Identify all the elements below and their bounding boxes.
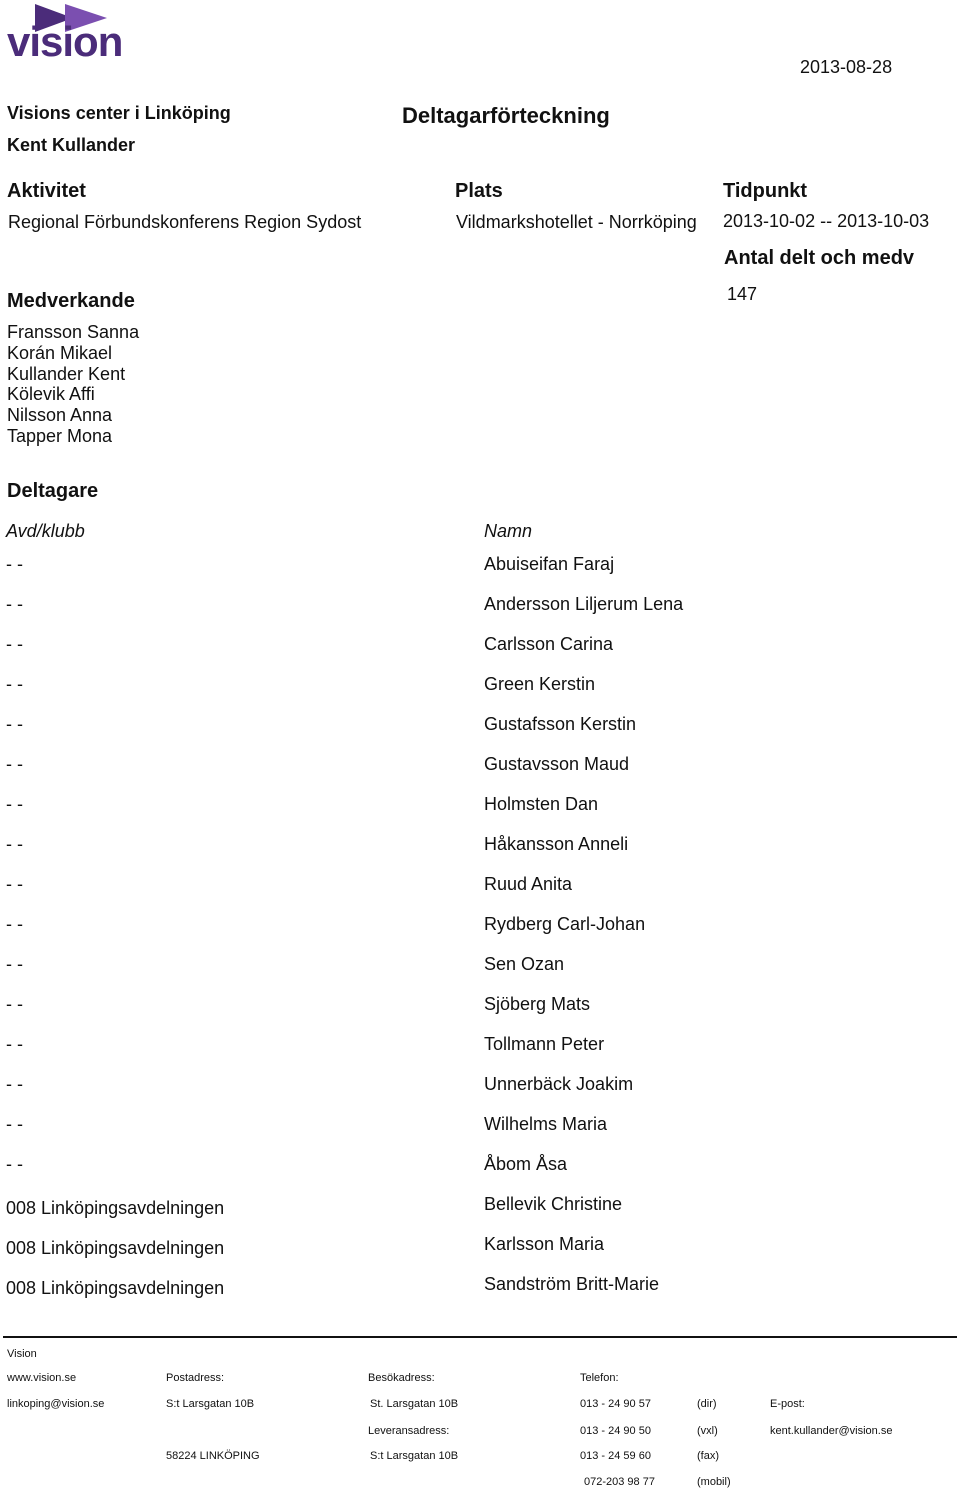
footer-tel-mobil-tag: (mobil) bbox=[697, 1476, 731, 1488]
footer-web: www.vision.se bbox=[7, 1372, 77, 1384]
avd-cell: - - bbox=[6, 914, 23, 934]
footer-company: Vision bbox=[7, 1348, 37, 1360]
avd-cell: 008 Linköpingsavdelningen bbox=[6, 1198, 225, 1218]
table-row bbox=[0, 1274, 960, 1314]
report-date: 2013-08-28 bbox=[800, 57, 893, 77]
table-row bbox=[0, 1034, 960, 1074]
footer-besok-street: St. Larsgatan 10B bbox=[370, 1398, 459, 1410]
footer-email-local: linkoping@vision.se bbox=[7, 1398, 105, 1410]
footer-postadress-street: S:t Larsgatan 10B bbox=[166, 1398, 255, 1410]
avd-cell: - - bbox=[6, 874, 23, 894]
avd-cell: - - bbox=[6, 1154, 23, 1174]
table-row bbox=[0, 594, 960, 634]
namn-cell: Rydberg Carl-Johan bbox=[484, 914, 646, 934]
count-value: 147 bbox=[727, 284, 758, 304]
namn-cell: Abuiseifan Faraj bbox=[484, 554, 615, 574]
footer-tel-dir-tag: (dir) bbox=[697, 1398, 717, 1410]
footer-leverans-street: S:t Larsgatan 10B bbox=[370, 1450, 459, 1462]
org-name: Visions center i Linköping bbox=[7, 103, 231, 123]
avd-cell: 008 Linköpingsavdelningen bbox=[6, 1238, 225, 1258]
medverkande-name: Tapper Mona bbox=[7, 425, 113, 446]
namn-cell: Sen Ozan bbox=[484, 954, 565, 974]
namn-cell: Håkansson Anneli bbox=[484, 834, 629, 854]
avd-cell: - - bbox=[6, 594, 23, 614]
footer-tel-mobil: 072-203 98 77 bbox=[584, 1476, 655, 1488]
table-row bbox=[0, 994, 960, 1034]
table-row bbox=[0, 1074, 960, 1114]
namn-cell: Unnerbäck Joakim bbox=[484, 1074, 634, 1094]
medverkande-label: Medverkande bbox=[7, 290, 135, 312]
namn-cell: Sandström Britt-Marie bbox=[484, 1274, 660, 1294]
table-row bbox=[0, 1194, 960, 1234]
avd-cell: - - bbox=[6, 634, 23, 654]
table-row bbox=[0, 1114, 960, 1154]
page-title: Deltagarförteckning bbox=[402, 103, 610, 128]
namn-cell: Karlsson Maria bbox=[484, 1234, 605, 1254]
avd-cell: 008 Linköpingsavdelningen bbox=[6, 1278, 225, 1298]
footer-postadress-city: 58224 LINKÖPING bbox=[166, 1450, 260, 1462]
footer-tel-fax: 013 - 24 59 60 bbox=[580, 1450, 651, 1462]
footer-tel-vxl-tag: (vxl) bbox=[697, 1425, 718, 1437]
footer-divider bbox=[3, 1336, 957, 1338]
avd-cell: - - bbox=[6, 1074, 23, 1094]
place-label: Plats bbox=[455, 180, 503, 202]
activity-value: Regional Förbundskonferens Region Sydost bbox=[8, 212, 362, 232]
medverkande-list bbox=[7, 322, 139, 447]
table-row bbox=[0, 954, 960, 994]
medverkande-name: Korán Mikael bbox=[7, 342, 113, 363]
deltagare-label: Deltagare bbox=[7, 480, 99, 502]
table-row bbox=[0, 1234, 960, 1274]
count-label: Antal delt och medv bbox=[724, 247, 915, 269]
footer-tel-vxl: 013 - 24 90 50 bbox=[580, 1425, 651, 1437]
footer-tel-dir: 013 - 24 90 57 bbox=[580, 1398, 651, 1410]
avd-cell: - - bbox=[6, 994, 23, 1014]
avd-cell: - - bbox=[6, 554, 23, 574]
namn-cell: Tollmann Peter bbox=[484, 1034, 605, 1054]
avd-cell: - - bbox=[6, 1034, 23, 1054]
avd-cell: - - bbox=[6, 754, 23, 774]
table-row bbox=[0, 914, 960, 954]
table-row bbox=[0, 874, 960, 914]
table-row bbox=[0, 714, 960, 754]
time-label: Tidpunkt bbox=[723, 180, 808, 202]
footer-postadress-label: Postadress: bbox=[166, 1372, 225, 1384]
logo-text: vision bbox=[7, 18, 123, 65]
namn-cell: Bellevik Christine bbox=[484, 1194, 623, 1214]
table-row bbox=[0, 1154, 960, 1194]
footer-epost-label: E-post: bbox=[770, 1398, 805, 1410]
medverkande-name: Kullander Kent bbox=[7, 363, 126, 384]
footer-besok-label: Besökadress: bbox=[368, 1372, 435, 1384]
namn-cell: Ruud Anita bbox=[484, 874, 573, 894]
namn-cell: Gustavsson Maud bbox=[484, 754, 630, 774]
avd-cell: - - bbox=[6, 714, 23, 734]
table-row bbox=[0, 674, 960, 714]
namn-cell: Åbom Åsa bbox=[484, 1154, 568, 1174]
namn-cell: Andersson Liljerum Lena bbox=[484, 594, 684, 614]
footer-epost[interactable]: kent.kullander@vision.se bbox=[770, 1425, 893, 1437]
person-name: Kent Kullander bbox=[7, 135, 136, 155]
footer-telefon-label: Telefon: bbox=[580, 1372, 619, 1384]
namn-cell: Carlsson Carina bbox=[484, 634, 614, 654]
medverkande-name: Kölevik Affi bbox=[7, 384, 95, 405]
avd-cell: - - bbox=[6, 1114, 23, 1134]
table-row bbox=[0, 554, 960, 594]
time-value: 2013-10-02 -- 2013-10-03 bbox=[723, 211, 930, 231]
namn-cell: Gustafsson Kerstin bbox=[484, 714, 637, 734]
avd-cell: - - bbox=[6, 794, 23, 814]
medverkande-name: Nilsson Anna bbox=[7, 405, 113, 426]
activity-label: Aktivitet bbox=[7, 180, 86, 202]
namn-cell: Wilhelms Maria bbox=[484, 1114, 608, 1134]
namn-cell: Green Kerstin bbox=[484, 674, 596, 694]
col-header-avd: Avd/klubb bbox=[6, 521, 85, 541]
footer-leverans-label: Leveransadress: bbox=[368, 1425, 450, 1437]
table-row bbox=[0, 794, 960, 834]
avd-cell: - - bbox=[6, 834, 23, 854]
col-header-namn: Namn bbox=[484, 521, 533, 541]
footer-tel-fax-tag: (fax) bbox=[697, 1450, 719, 1462]
avd-cell: - - bbox=[6, 954, 23, 974]
avd-cell: - - bbox=[6, 674, 23, 694]
table-row bbox=[0, 754, 960, 794]
namn-cell: Holmsten Dan bbox=[484, 794, 599, 814]
medverkande-name: Fransson Sanna bbox=[7, 322, 140, 342]
table-row bbox=[0, 634, 960, 674]
table-row bbox=[0, 834, 960, 874]
place-value: Vildmarkshotellet - Norrköping bbox=[456, 212, 697, 232]
namn-cell: Sjöberg Mats bbox=[484, 994, 591, 1014]
